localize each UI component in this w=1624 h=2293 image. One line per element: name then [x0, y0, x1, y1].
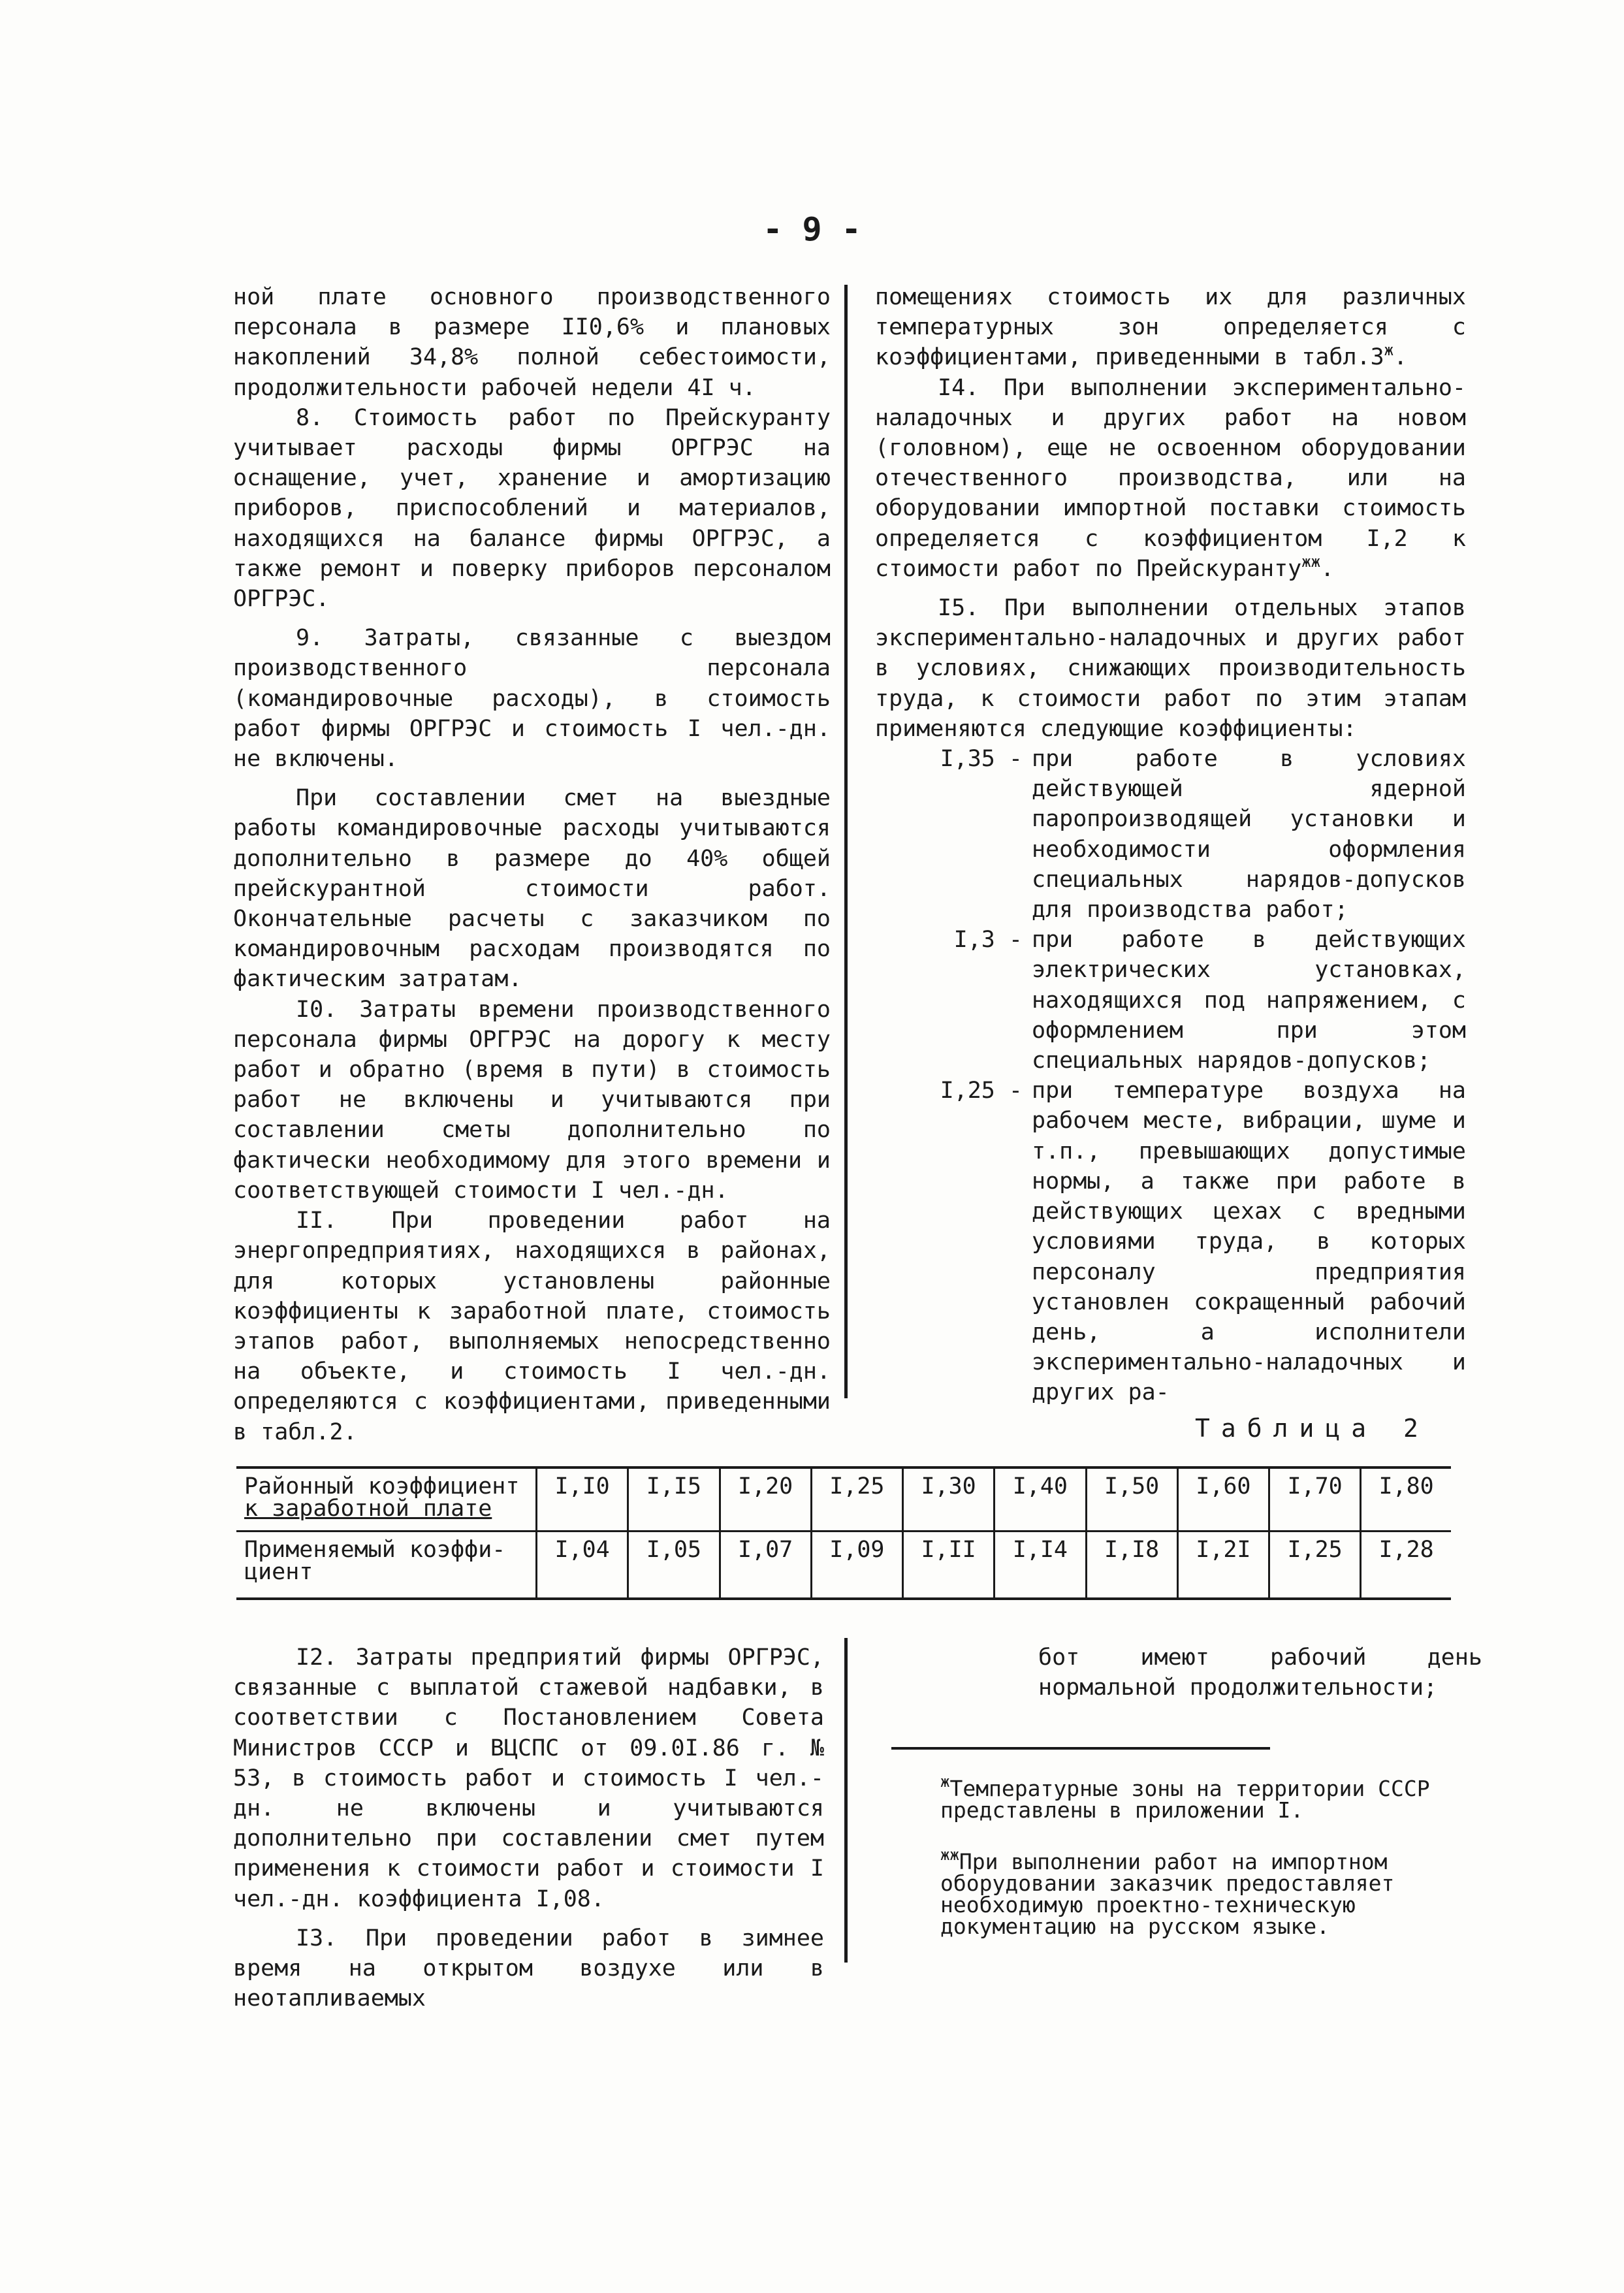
- paragraph-9: 9. Затраты, связанные с выездом производственного персонала (командировочные расходы), в стоимость работ фирмы ОРГРЭС и стоимость I чел.-дн. не включены.: [233, 625, 831, 773]
- table-cell: I,50: [1086, 1467, 1177, 1531]
- footnote-2-text: [940, 1846, 1489, 1939]
- paragraph-12: I2. Затраты предприятий фирмы ОРГРЭС, связанные с выплатой стажевой надбавки, в соответствии с Постановлением Совета Министров СССР и ВЦСПС от 09.0I.86 г. № 53, в стоимость работ и стоимость I чел.-дн. не включены и учитываются дополнительно при составлении смет путем применения к стоимости работ и стоимости I чел.-дн. коэффициента I,08.: [233, 1644, 824, 1912]
- footnote-1: [940, 1772, 1489, 1823]
- left-column-bottom: [233, 1643, 824, 2013]
- paragraph-11: II. При проведении работ на энергопредприятиях, находящихся в районах, для которых установлены районные коэффициенты к заработной плате, стоимость этапов работ, выполняемых непосредственно на объекте, и стоимость I чел.-дн. определяются с коэффициентами, приведенными в табл.2.: [233, 1208, 831, 1445]
- footnote-mark-1: ж: [1384, 341, 1394, 360]
- column-divider-bottom: [844, 1638, 848, 1963]
- right-column-top: [875, 282, 1466, 1408]
- paragraph-15-continuation: бот имеют рабочий день нормальной продолжительности;: [1038, 1644, 1482, 1701]
- table-cell: I,2I: [1177, 1531, 1269, 1599]
- table-cell: I,05: [628, 1531, 720, 1599]
- footnote-1-text: [940, 1772, 1489, 1823]
- footnote-1-body: Температурные зоны на территории СССР представлены в приложении I.: [940, 1776, 1430, 1823]
- paragraph-travel-expenses: При составлении смет на выездные работы командировочные расходы учитываются дополнительно в размере до 40% общей прейскурантной стоимости работ. Окончательные расчеты с заказчиком по командировочным расходам производятся по фактическим затратам.: [233, 785, 831, 993]
- coefficient-table: [236, 1466, 1451, 1600]
- table-cell: I,09: [811, 1531, 902, 1599]
- coefficient-item: [875, 1076, 1466, 1407]
- paragraph-13: I3. При проведении работ в зимнее время на открытом воздухе или в неотапливаемых: [233, 1925, 824, 2012]
- table-cell: I,04: [537, 1531, 628, 1599]
- row-label: [236, 1531, 537, 1599]
- right-column-bottom: [1038, 1643, 1482, 1703]
- row-label-line: Районный коэффициент: [244, 1473, 520, 1499]
- table-cell: I,70: [1269, 1467, 1361, 1531]
- coefficient-text: при работе в условиях действующей ядерной паропроизводящей установки и необходимости оформления специальных нарядов-допусков для производства работ;: [1032, 746, 1466, 923]
- row-label-line: циент: [244, 1559, 313, 1585]
- page-number: - 9 -: [763, 210, 861, 248]
- coefficient-text: при работе в действующих электрических установках, находящихся под напряжением, с оформлением при этом специальных нарядов-допусков;: [1032, 927, 1466, 1074]
- paragraph-7-continuation: ной плате основного производственного персонала в размере II0,6% и плановых накоплений 34,8% полной себестоимости, продолжительности рабочей недели 4I ч.: [233, 284, 831, 401]
- footnote-2: [940, 1846, 1489, 1939]
- table-caption: Таблица 2: [1195, 1414, 1429, 1443]
- table-cell: I,60: [1177, 1467, 1269, 1531]
- table-cell: I,I8: [1086, 1531, 1177, 1599]
- table-cell: I,28: [1361, 1531, 1451, 1599]
- row-label-line: к заработной плате: [244, 1496, 492, 1522]
- table-cell: I,I5: [628, 1467, 720, 1531]
- table-cell: I,40: [995, 1467, 1086, 1531]
- table-cell: I,80: [1361, 1467, 1451, 1531]
- table-cell: I,20: [720, 1467, 811, 1531]
- table-cell: I,07: [720, 1531, 811, 1599]
- coefficient-value: I,35 -: [940, 746, 1023, 773]
- footnote-2-mark: жж: [940, 1846, 959, 1864]
- footnote-mark-2: жж: [1301, 552, 1321, 571]
- table-cell: I,I0: [537, 1467, 628, 1531]
- footnote-separator: [891, 1747, 1270, 1750]
- paragraph-8: 8. Стоимость работ по Прейскуранту учитывает расходы фирмы ОРГРЭС на оснащение, учет, хранение и амортизацию приборов, приспособлений и материалов, находящихся на балансе фирмы ОРГРЭС, а также ремонт и поверку приборов персоналом ОРГРЭС.: [233, 404, 831, 613]
- left-column-top: [233, 282, 831, 1447]
- paragraph-14: I4. При выполнении экспериментально-наладочных и других работ на новом (головном), еще не освоенном оборудовании отечественного производства, или на оборудовании импортной поставки стоимость определяется с коэффициентом I,2 к стоимости работ по Прейскуранту$^{жж}$.: [875, 374, 1466, 582]
- coefficient-value: I,25 -: [940, 1078, 1023, 1104]
- table-cell: I,I4: [995, 1531, 1086, 1599]
- table-row: [236, 1531, 1451, 1599]
- coefficient-value: I,3 -: [953, 927, 1023, 954]
- coefficient-item: [875, 744, 1466, 925]
- paragraph-10: I0. Затраты времени производственного персонала фирмы ОРГРЭС на дорогу к месту работ и обратно (время в пути) в стоимость работ не включены и учитываются при составлении сметы дополнительно по фактически необходимому для этого времени и соответствующей стоимости I чел.-дн.: [233, 996, 831, 1204]
- table-cell: I,30: [903, 1467, 995, 1531]
- footnote-2-body: При выполнении работ на импортном оборудовании заказчик предоставляет необходимую проектно-техническую документацию на русском языке.: [940, 1849, 1395, 1939]
- footnote-1-mark: ж: [940, 1772, 950, 1791]
- column-divider-top: [844, 285, 848, 1398]
- table-row: [236, 1467, 1451, 1531]
- table-cell: I,II: [903, 1531, 995, 1599]
- coefficient-item: [875, 925, 1466, 1076]
- table-cell: I,25: [1269, 1531, 1361, 1599]
- paragraph-15: I5. При выполнении отдельных этапов экспериментально-наладочных и других работ в условиях, снижающих производительность труда, к стоимости работ по этим этапам применяются следующие коэффициенты:: [875, 595, 1466, 742]
- table-cell: I,25: [811, 1467, 902, 1531]
- row-label: [236, 1467, 537, 1531]
- paragraph-13-continuation: помещениях стоимость их для различных температурных зон определяется с коэффициентами, приведенными в $табл.3^ж$.: [875, 284, 1466, 371]
- coefficient-text: при температуре воздуха на рабочем месте, вибрации, шуме и т.п., превышающих допустимые нормы, а также при работе в действующих цехах с вредными условиями труда, в которых персоналу предприятия установлен сокращенный рабочий день, а исполнители экспериментально-наладочных и других ра-: [1032, 1078, 1466, 1406]
- row-label-line: Применяемый коэффи-: [244, 1537, 506, 1563]
